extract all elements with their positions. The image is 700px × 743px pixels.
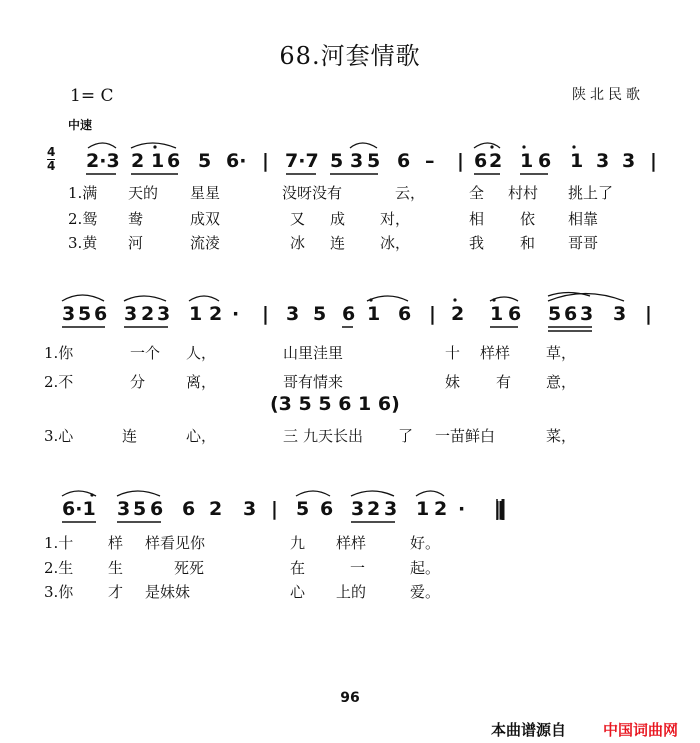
lyric-line: 我 — [469, 234, 485, 252]
lyric-line: 哥哥 — [568, 234, 599, 252]
lyric-line: 生 — [108, 559, 124, 577]
song-title: 68.河套情歌 — [279, 42, 421, 70]
slur — [62, 295, 104, 301]
lyric-line: 死死 — [174, 559, 205, 577]
note: 6 — [182, 498, 196, 520]
note: 5 — [133, 498, 147, 520]
note: · — [232, 303, 240, 325]
note: 6·1 — [62, 498, 96, 520]
note: 1 — [520, 150, 534, 172]
barline: | — [650, 150, 657, 172]
lyric-line: 是妹妹 — [145, 583, 191, 601]
note: 6 — [538, 150, 552, 172]
slur — [474, 143, 500, 148]
lyric-line: 对， — [380, 210, 411, 228]
note: 2 — [367, 498, 381, 520]
note: 3 — [613, 303, 627, 325]
lyric-line: 三 — [283, 427, 299, 445]
lyric-line: 2.鸳 — [68, 210, 98, 228]
octave-dot — [492, 298, 495, 301]
final-barline: ‖ — [494, 498, 504, 520]
lyric-line: 样看见你 — [145, 534, 206, 552]
note: 5 — [78, 303, 92, 325]
note: 3 — [622, 150, 636, 172]
lyric-line: 1.满 — [68, 184, 98, 202]
note: 6 — [564, 303, 578, 325]
octave-dot — [90, 493, 93, 496]
lyric-line: 一苗鲜白 — [435, 427, 496, 445]
barline: | — [429, 303, 436, 325]
song-origin: 陕北民歌 — [572, 87, 644, 103]
octave-dot — [453, 298, 456, 301]
note: 6 — [474, 150, 488, 172]
slur — [88, 143, 116, 148]
note: 6 — [342, 303, 356, 325]
note: 2 — [141, 303, 155, 325]
note: 1 — [367, 303, 381, 325]
note: 1 — [189, 303, 203, 325]
page-number: 96 — [340, 690, 360, 706]
lyric-line: 爱。 — [410, 583, 441, 601]
note: 3 — [351, 498, 365, 520]
note: 3 — [157, 303, 171, 325]
lyric-line: 挑上了 — [568, 184, 614, 202]
note: 5 — [313, 303, 327, 325]
note: 2 — [209, 303, 223, 325]
note: 2 — [451, 303, 465, 325]
lyric-line: 3.你 — [44, 583, 74, 601]
lyric-line: 全 — [469, 184, 485, 202]
lyric-line: 2.不 — [44, 373, 74, 391]
note: 1 — [570, 150, 584, 172]
alt-notes: (3 5 5 6 1 6) — [270, 393, 400, 415]
lyric-line: 和 — [520, 234, 536, 252]
lyric-line: 村村 — [508, 184, 539, 202]
note: 2 — [489, 150, 503, 172]
octave-dot — [490, 145, 493, 148]
lyric-line: 相 — [469, 210, 485, 228]
lyric-line: 1.十 — [44, 534, 74, 552]
note: 6 — [94, 303, 108, 325]
note: 6 — [150, 498, 164, 520]
lyric-line: 流淩 — [190, 234, 221, 252]
slur — [416, 491, 444, 496]
lyric-line: 意， — [546, 373, 577, 391]
lyric-line: 连 — [122, 427, 138, 445]
note: 3 — [62, 303, 76, 325]
lyric-line: 成双 — [190, 210, 221, 228]
lyric-line: 妹 — [445, 373, 461, 391]
footer-source-label: 本曲谱源自 — [491, 721, 567, 739]
note: 1 — [151, 150, 165, 172]
lyric-line: 了 — [398, 427, 414, 445]
lyric-line: 相靠 — [568, 210, 599, 228]
lyric-line: 样样 — [480, 344, 511, 362]
note: · — [458, 498, 466, 520]
octave-dot — [522, 145, 525, 148]
lyric-line: 九天长出 — [303, 427, 364, 445]
lyric-line: 起。 — [410, 559, 441, 577]
note: 6· — [226, 150, 247, 172]
lyric-line: 星星 — [190, 184, 221, 202]
barline: | — [262, 150, 269, 172]
lyric-line: 心， — [186, 427, 217, 445]
note: 3 — [124, 303, 138, 325]
barline: | — [457, 150, 464, 172]
note: 5 — [198, 150, 212, 172]
lyric-line: 又 — [290, 210, 306, 228]
note: 5 — [296, 498, 310, 520]
lyric-line: 1.你 — [44, 344, 74, 362]
barline: | — [271, 498, 278, 520]
slur — [189, 296, 219, 301]
note: 3 — [117, 498, 131, 520]
note: 2 — [434, 498, 448, 520]
note: 6 — [398, 303, 412, 325]
lyric-line: 依 — [520, 210, 536, 228]
lyric-line: 2.生 — [44, 559, 74, 577]
lyric-line: 河 — [128, 234, 144, 252]
lyric-line: 山里洼里 — [283, 344, 344, 362]
lyric-line: 样 — [108, 534, 124, 552]
lyric-line: 3.心 — [44, 427, 74, 445]
time-signature-top: 4 — [47, 145, 56, 159]
note: 3 — [286, 303, 300, 325]
lyric-line: 云， — [395, 184, 426, 202]
barline: | — [645, 303, 652, 325]
note: 3 — [580, 303, 594, 325]
slur — [350, 143, 377, 148]
lyric-line: 心 — [290, 583, 306, 601]
lyric-line: 菜， — [546, 427, 577, 445]
note: 2 — [209, 498, 223, 520]
barline: | — [262, 303, 269, 325]
time-signature-bottom: 4 — [47, 159, 56, 173]
note: 3 — [384, 498, 398, 520]
lyric-line: 鸯 — [128, 210, 144, 228]
lyric-line: 冰， — [380, 234, 411, 252]
lyric-line: 十 — [445, 344, 461, 362]
note: 2·3 — [86, 150, 120, 172]
lyric-line: 才 — [108, 583, 124, 601]
slur — [351, 491, 394, 496]
slur — [296, 491, 330, 496]
note: 7·7 — [285, 150, 319, 172]
note: 6 — [167, 150, 181, 172]
lyric-line: 离， — [186, 373, 217, 391]
note: 1 — [490, 303, 504, 325]
lyric-line: 样样 — [336, 534, 367, 552]
lyric-line: 在 — [290, 559, 306, 577]
note: 5 — [548, 303, 562, 325]
lyric-line: 人， — [186, 344, 217, 362]
slur — [124, 296, 166, 301]
octave-dot — [153, 145, 156, 148]
note: 5 — [367, 150, 381, 172]
note: 6 — [508, 303, 522, 325]
note: 5 — [330, 150, 344, 172]
note: 3 — [596, 150, 610, 172]
lyric-line: 九 — [290, 534, 306, 552]
lyric-line: 没呀没有 — [282, 184, 343, 202]
lyric-line: 连 — [330, 234, 346, 252]
lyric-line: 冰 — [290, 234, 306, 252]
lyric-line: 有 — [496, 373, 512, 391]
note: – — [425, 150, 435, 172]
lyric-line: 哥有情来 — [283, 373, 344, 391]
lyric-line: 一个 — [130, 344, 161, 362]
lyric-line: 天的 — [128, 184, 159, 202]
octave-dot — [572, 145, 575, 148]
footer-site-name[interactable]: 中国词曲网 — [603, 721, 679, 739]
octave-dot — [369, 298, 372, 301]
lyric-line: 上的 — [336, 583, 367, 601]
note: 2 — [131, 150, 145, 172]
note: 6 — [397, 150, 411, 172]
lyric-line: 3.黄 — [68, 234, 98, 252]
note: 1 — [416, 498, 430, 520]
lyric-line: 草， — [546, 344, 577, 362]
lyric-line: 分 — [130, 373, 146, 391]
slur — [117, 491, 160, 496]
key-signature: 1= C — [70, 86, 114, 106]
note: 3 — [350, 150, 364, 172]
lyric-line: 好。 — [410, 534, 441, 552]
note: 6 — [320, 498, 334, 520]
tempo-marking: 中速 — [68, 118, 93, 132]
lyric-line: 成 — [330, 210, 346, 228]
slur — [367, 296, 408, 301]
note: 3 — [243, 498, 257, 520]
lyric-line: 一 — [350, 559, 366, 577]
